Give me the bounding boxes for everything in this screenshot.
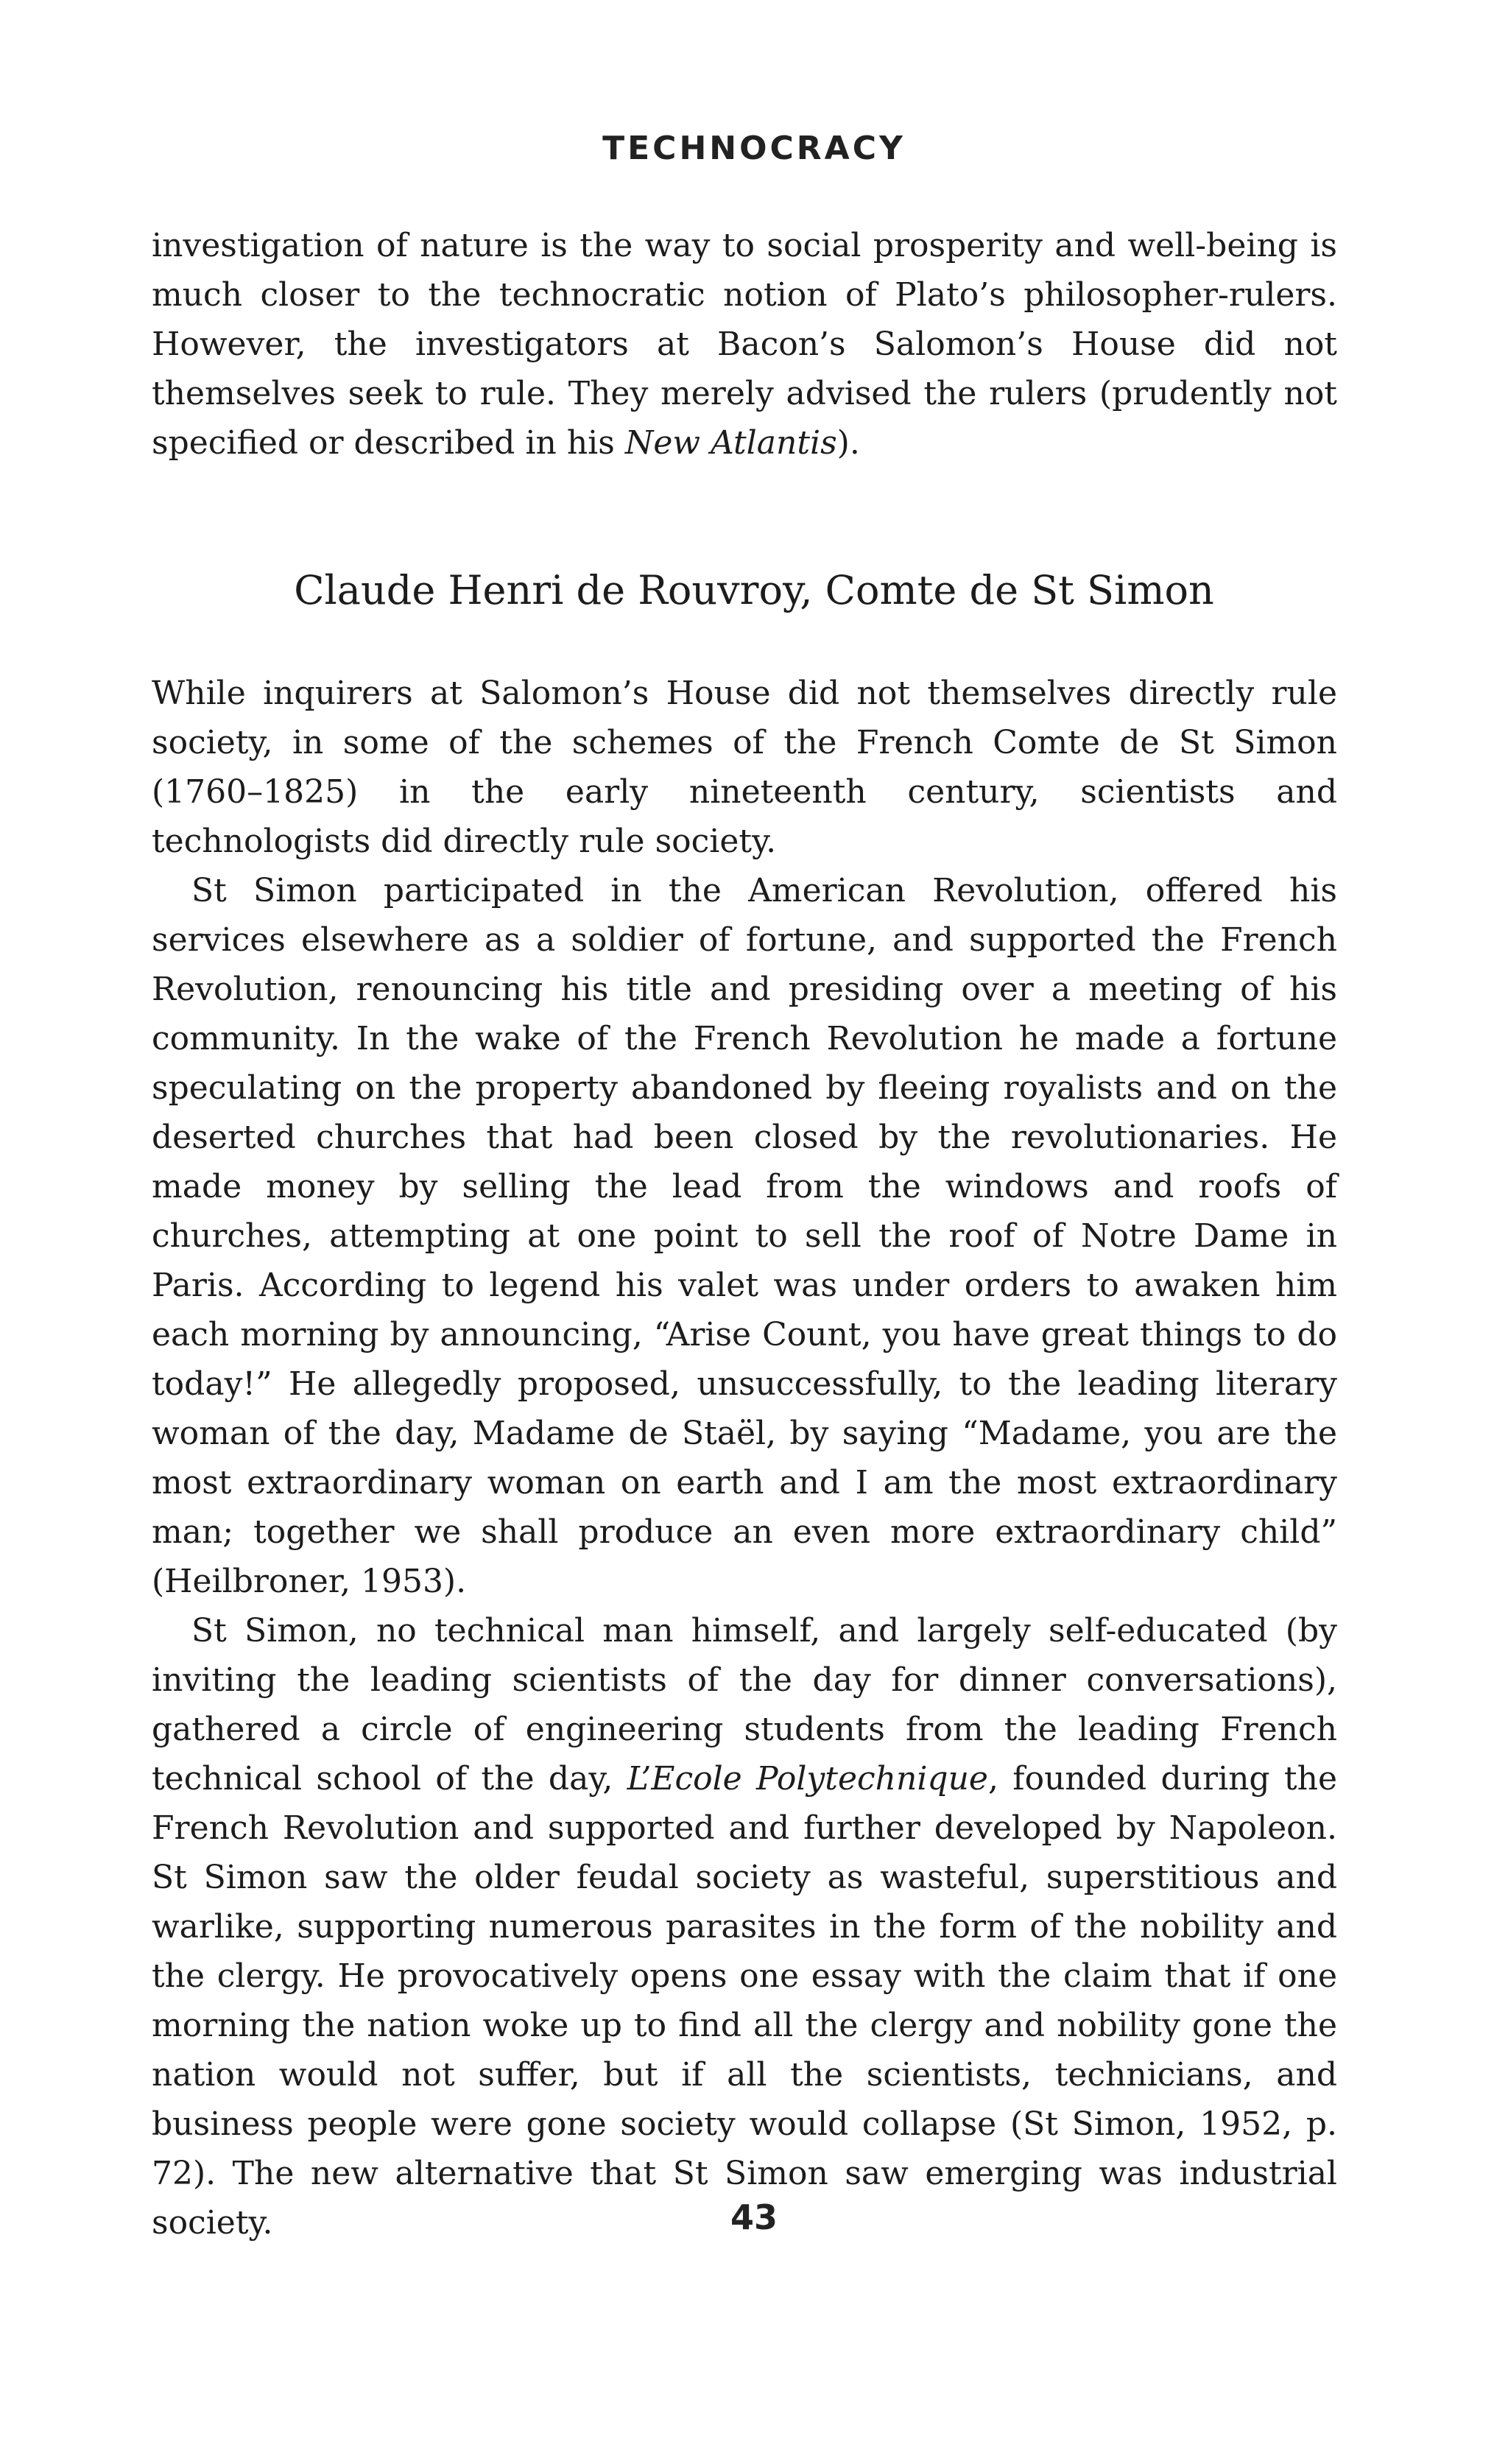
- paragraph-3: [152, 1606, 1337, 2247]
- page-number: 43: [730, 2197, 778, 2237]
- paragraph-2: St Simon participated in the American Revolution, offered his services elsewhere as a soldier of fortune, and supported the French Revolution, renouncing his title and presiding over a meeting of his community. In the wake of the French Revolution he made a fortune speculating on the property abandoned by fleeing royalists and on the deserted churches that had been closed by the revolutionaries. He made money by selling the lead from the windows and roofs of churches, attempting at one point to sell the roof of Notre Dame in Paris. According to legend his valet was under orders to awaken him each morning by announcing, “Arise Count, you have great things to do today!” He allegedly proposed, unsuccessfully, to the leading literary woman of the day, Madame de Staël, by saying “Madame, you are the most extraordinary woman on earth and I am the most extraordinary man; together we shall produce an even more extraordinary child” (Heilbroner, 1953).: [152, 872, 1337, 1600]
- intro-text-2: ).: [836, 424, 860, 462]
- paragraph-1: While inquirers at Salomon’s House did not themselves directly rule society, in some of the schemes of the French Comte de St Simon (1760–1825) in the early nineteenth century, scientists and technologists did directly rule society.: [152, 675, 1337, 860]
- section-heading: Claude Henri de Rouvroy, Comte de St Simon: [294, 567, 1214, 613]
- intro-italic-title: New Atlantis: [624, 424, 837, 462]
- intro-paragraph-block: [152, 221, 1337, 468]
- running-head: TECHNOCRACY: [602, 130, 906, 167]
- intro-paragraph: [152, 221, 1337, 468]
- paragraph-3-text-b: , founded during the French Revolution and supported and further developed by Napoleon. St Simon saw the older feudal society as wasteful, superstitious and warlike, supporting numerous parasites in the form of the nobility and the clergy. He provocatively opens one essay with the claim that if one morning the nation woke up to find all the clergy and nobility gone the nation would not suffer, but if all the scientists, technicians, and business people were gone society would collapse (St Simon, 1952, p. 72). The new alternative that St Simon saw emerging was industrial society.: [152, 1760, 1337, 2242]
- body-text: [152, 669, 1337, 2247]
- paragraph-3-text-a: St Simon, no technical man himself, and largely self-educated (by inviting the leading scientists of the day for dinner conversations), gathered a circle of engineering students from the leading French technical school of the day,: [152, 1612, 1337, 1798]
- intro-text-1: investigation of nature is the way to social prosperity and well-being is much closer to the technocratic notion of Plato’s philosopher-rulers. However, the investigators at Bacon’s Salomon’s House did not themselves seek to rule. They merely advised the rulers (prudently not specified or described in his: [152, 227, 1337, 462]
- paragraph-3-italic: L’Ecole Polytechnique: [627, 1760, 988, 1798]
